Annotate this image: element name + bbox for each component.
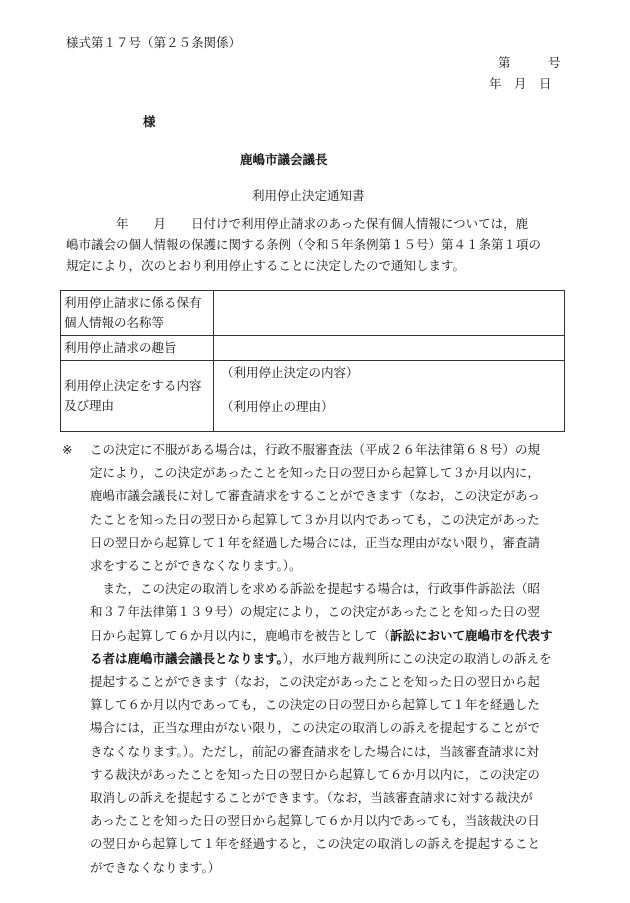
row-value-decision-reason [214,361,565,432]
note-line: 求をすることができなくなります。）。 [90,558,302,574]
note-line: たことを知った日の翌日から起算して３か月以内であっても，この決定があった [90,511,540,527]
document-date: 年 月 日 [489,76,552,91]
table-row [61,361,565,432]
row-value-personal-info-name [214,291,565,336]
info-table [60,290,565,432]
label-line: 個人情報の名称等 [64,315,165,330]
label-line: 利用停止請求に係る保有 [64,295,202,310]
note-line: 日の翌日から起算して１年を経過した場合には，正当な理由がない限り，審査請 [90,534,541,550]
value-line-stop-reason: （利用停止の理由） [221,399,334,414]
row-value-request-purpose [214,336,565,361]
note-line [90,624,553,647]
notes-body [90,438,553,879]
note-emphasis: る者は鹿嶋市議会議長となります。 [90,650,283,666]
note-line: 算して６か月以内であっても，この決定の日の翌日から起算して１年を経過した [90,697,540,713]
note-line: きなくなります。）。ただし，前記の審査請求をした場合には，当該審査請求に対 [90,743,540,759]
intro-paragraph [66,213,566,276]
note-line: の翌日から起算して１年を経過すると，この決定の取消しの訴えを提起すること [90,836,541,852]
note-line: また，この決定の取消しを求める訴訟を提起する場合は，行政事件訴訟法（昭 [90,581,541,597]
note-line: 場合には，正当な理由がない限り，この決定の取消しの訴えを提起することがで [90,720,541,736]
table-row [61,336,565,361]
sender-title: 鹿嶋市議会議長 [240,152,328,167]
note-line: ができなくなります。） [90,859,221,875]
form-number: 様式第１７号（第２５条関係） [66,35,242,50]
value-line-decision-content: （利用停止決定の内容） [221,365,359,380]
note-emphasis: 訴訟において鹿嶋市を代表す [390,627,553,643]
intro-line: 嶋市議会の個人情報の保護に関する条例（令和５年条例第１５号）第４１条第１項の [66,237,542,252]
note-text: ），水戸地方裁判所にこの決定の取消しの訴えを [282,650,552,666]
row-label-decision-reason [61,361,214,432]
note-text: 日から起算して６か月以内に，鹿嶋市を被告として（ [90,627,391,643]
note-line: する裁決があったことを知った日の翌日から起算して６か月以内に，この決定の [90,766,540,782]
note-mark: ※ [62,442,73,457]
note-line: 提起することができます（なお，この決定があったことを知った日の翌日から起 [90,674,540,690]
row-label-request-purpose: 利用停止請求の趣旨 [61,336,214,361]
note-line: 鹿嶋市議会議長に対して審査請求をすることができます（なお，この決定があっ [90,488,540,504]
row-label-personal-info-name [61,291,214,336]
note-line: あったことを知った日の翌日から起算して６か月以内であっても，当該裁決の日 [90,813,540,829]
label-line: 及び理由 [64,398,115,413]
intro-line: 規定により，次のとおり利用停止することに決定したので通知します。 [66,258,466,273]
note-line: 取消しの訴えを提起することができます。（なお，当該審査請求に対する裁決が [90,790,533,806]
table-row [61,291,565,336]
note-line: 定により，この決定があったことを知った日の翌日から起算して３か月以内に， [90,465,540,481]
note-line: 和３７年法律第１３９号）の規定により，この決定があったことを知った日の翌 [90,604,540,620]
note-line: この決定に不服がある場合は，行政不服審査法（平成２６年法律第６８号）の規 [90,442,541,457]
note-line [90,647,553,670]
document-number: 第 号 [498,55,561,70]
intro-line: 年 月 日付けで利用停止請求のあった保有個人情報については，鹿 [66,216,529,231]
document-title: 利用停止決定通知書 [252,188,365,203]
label-line: 利用停止決定をする内容 [64,378,202,393]
addressee: 様 [143,114,156,129]
